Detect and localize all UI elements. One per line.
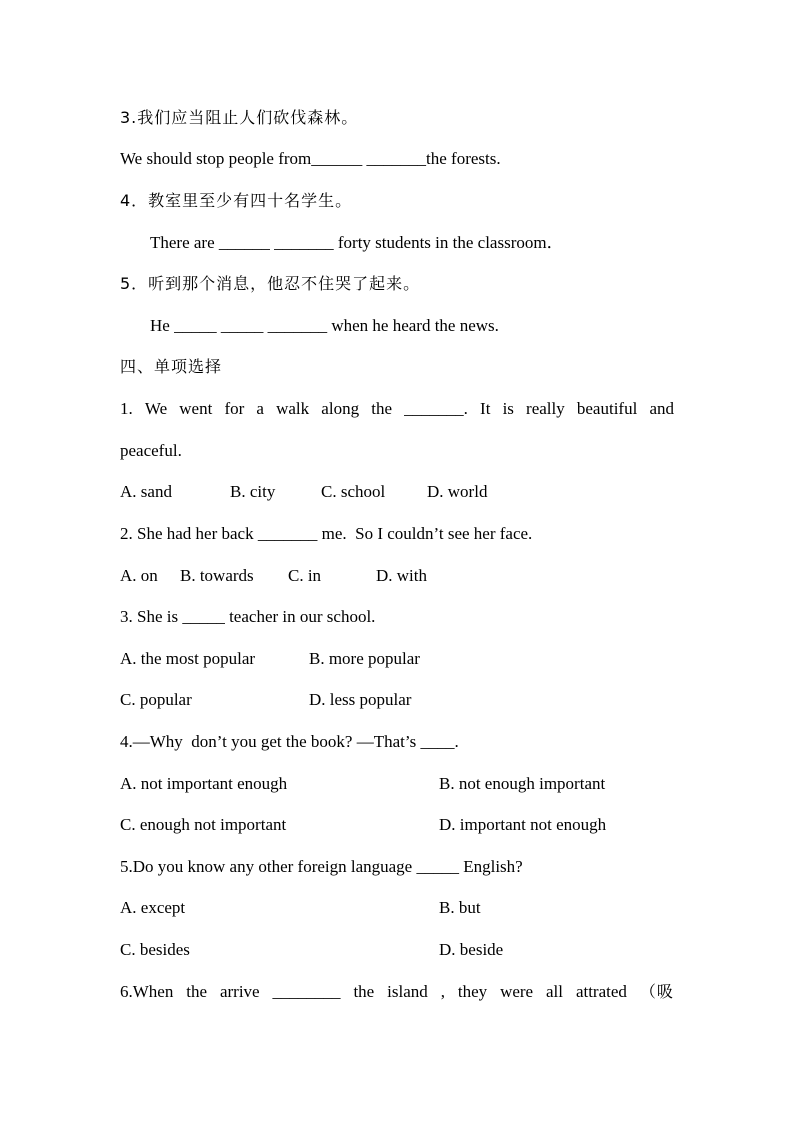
q1-word: along [321, 399, 360, 418]
q6-word: ________ [272, 982, 341, 1001]
translation-item-5-english: He _____ _____ _______ when he heard the news. [150, 316, 499, 335]
question-1-line-1 [120, 398, 674, 420]
option-a: A. except [120, 898, 186, 917]
translation-item-5-chinese: 5．听到那个消息，他忍不住哭了起来。 [120, 274, 421, 293]
q1-word: really [526, 399, 565, 418]
option-c: C. in [288, 566, 322, 585]
option-c: C. enough not important [120, 815, 287, 834]
option-a: A. the most popular [120, 649, 256, 668]
option-b: B. but [439, 898, 481, 917]
translation-item-4-chinese: 4．教室里至少有四十名学生。 [120, 191, 353, 210]
option-b: B. towards [180, 566, 254, 585]
q1-word: walk [276, 399, 310, 418]
option-d: D. world [427, 482, 488, 501]
option-a: A. on [120, 566, 158, 585]
q6-word: island [387, 982, 428, 1001]
q6-word: attrated [575, 982, 627, 1001]
q1-word: _______. [404, 399, 468, 418]
q6-word: , [440, 982, 445, 1001]
q6-word: all [546, 982, 564, 1001]
option-d: D. less popular [309, 690, 412, 709]
q6-word: the [353, 982, 375, 1001]
q6-word: （吸 [639, 982, 674, 1001]
section-heading-multiple-choice: 四、单项选择 [120, 357, 223, 376]
option-d: D. important not enough [439, 815, 607, 834]
q6-word: 6.When [120, 982, 174, 1001]
q6-word: were [500, 982, 534, 1001]
translation-item-4-english: There are ______ _______ forty students in the classroom． [150, 233, 564, 252]
question-4: 4.—Why don’t you get the book? —That’s ____. [120, 732, 459, 751]
question-2: 2. She had her back _______ me. So I couldn’t see her face. [120, 524, 533, 543]
q6-word: the [186, 982, 208, 1001]
option-c: C. besides [120, 940, 190, 959]
q1-word: beautiful [576, 399, 638, 418]
q1-word: the [371, 399, 392, 418]
q1-word: is [502, 399, 514, 418]
option-a: A. not important enough [120, 774, 288, 793]
option-b: B. more popular [309, 649, 420, 668]
q1-word: 1. [120, 399, 133, 418]
option-d: D. beside [439, 940, 504, 959]
q1-word: We [144, 399, 168, 418]
translation-item-3-english: We should stop people from______ _______the forests. [120, 149, 501, 168]
q6-word: arrive [219, 982, 260, 1001]
q1-word: It [480, 399, 491, 418]
translation-item-3-chinese: 3.我们应当阻止人们砍伐森林。 [120, 108, 359, 127]
question-3: 3. She is _____ teacher in our school. [120, 607, 376, 626]
q1-word: went [179, 399, 213, 418]
option-b: B. city [230, 482, 276, 501]
q6-word: they [457, 982, 488, 1001]
q1-word: for [224, 399, 245, 418]
option-d: D. with [376, 566, 427, 585]
option-c: C. school [321, 482, 386, 501]
q1-word: and [649, 399, 674, 418]
question-1-line-2: peaceful. [120, 441, 182, 460]
question-5: 5.Do you know any other foreign language _____ English? [120, 857, 523, 876]
option-b: B. not enough important [439, 774, 606, 793]
option-a: A. sand [120, 482, 172, 501]
q1-word: a [256, 399, 264, 418]
question-6-line-1 [120, 981, 674, 1003]
option-c: C. popular [120, 690, 192, 709]
